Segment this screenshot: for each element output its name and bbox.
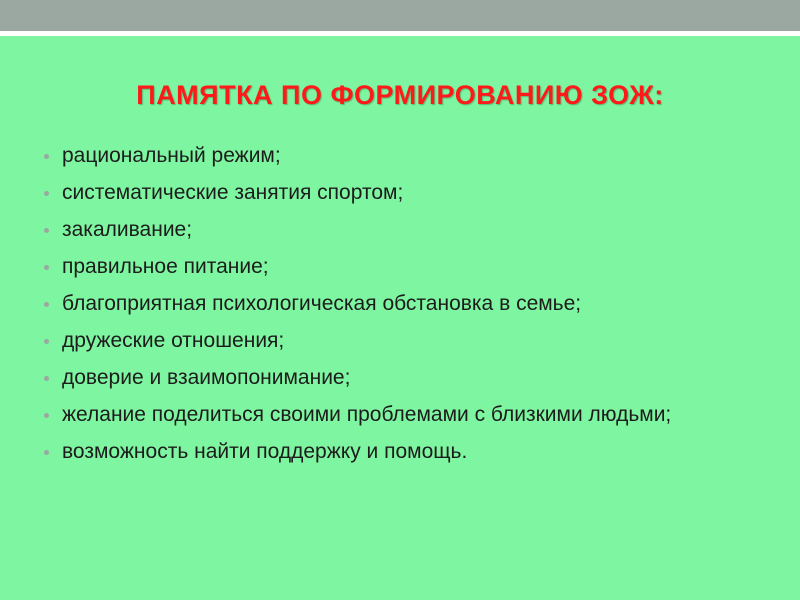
list-item: [38, 291, 758, 317]
bullet-icon: [44, 376, 49, 381]
list-item: [38, 254, 758, 280]
list-item: [38, 439, 758, 465]
list-item-text: доверие и взаимопонимание;: [62, 366, 351, 389]
list-item-text: возможность найти поддержку и помощь.: [62, 440, 468, 463]
bullet-list: [38, 143, 758, 476]
list-item: [38, 402, 758, 428]
bullet-icon: [44, 413, 49, 418]
bullet-icon: [44, 339, 49, 344]
list-item: [38, 365, 758, 391]
bullet-icon: [44, 302, 49, 307]
list-item: [38, 180, 758, 206]
bullet-icon: [44, 154, 49, 159]
list-item: [38, 217, 758, 243]
list-item-text: правильное питание;: [62, 255, 269, 278]
slide-title: ПАМЯТКА ПО ФОРМИРОВАНИЮ ЗОЖ:: [136, 80, 664, 110]
list-item-text: систематические занятия спортом;: [62, 181, 404, 204]
list-item-text: закаливание;: [62, 218, 193, 241]
list-item: [38, 143, 758, 169]
bullet-icon: [44, 265, 49, 270]
list-item-text: желание поделиться своими проблемами с близкими людьми;: [62, 403, 672, 426]
bullet-icon: [44, 191, 49, 196]
top-bar: [0, 0, 800, 31]
list-item-text: дружеские отношения;: [62, 329, 285, 352]
list-item-text: благоприятная психологическая обстановка в семье;: [62, 292, 582, 315]
bullet-icon: [44, 228, 49, 233]
list-item: [38, 328, 758, 354]
list-item-text: рациональный режим;: [62, 144, 281, 167]
bullet-icon: [44, 450, 49, 455]
